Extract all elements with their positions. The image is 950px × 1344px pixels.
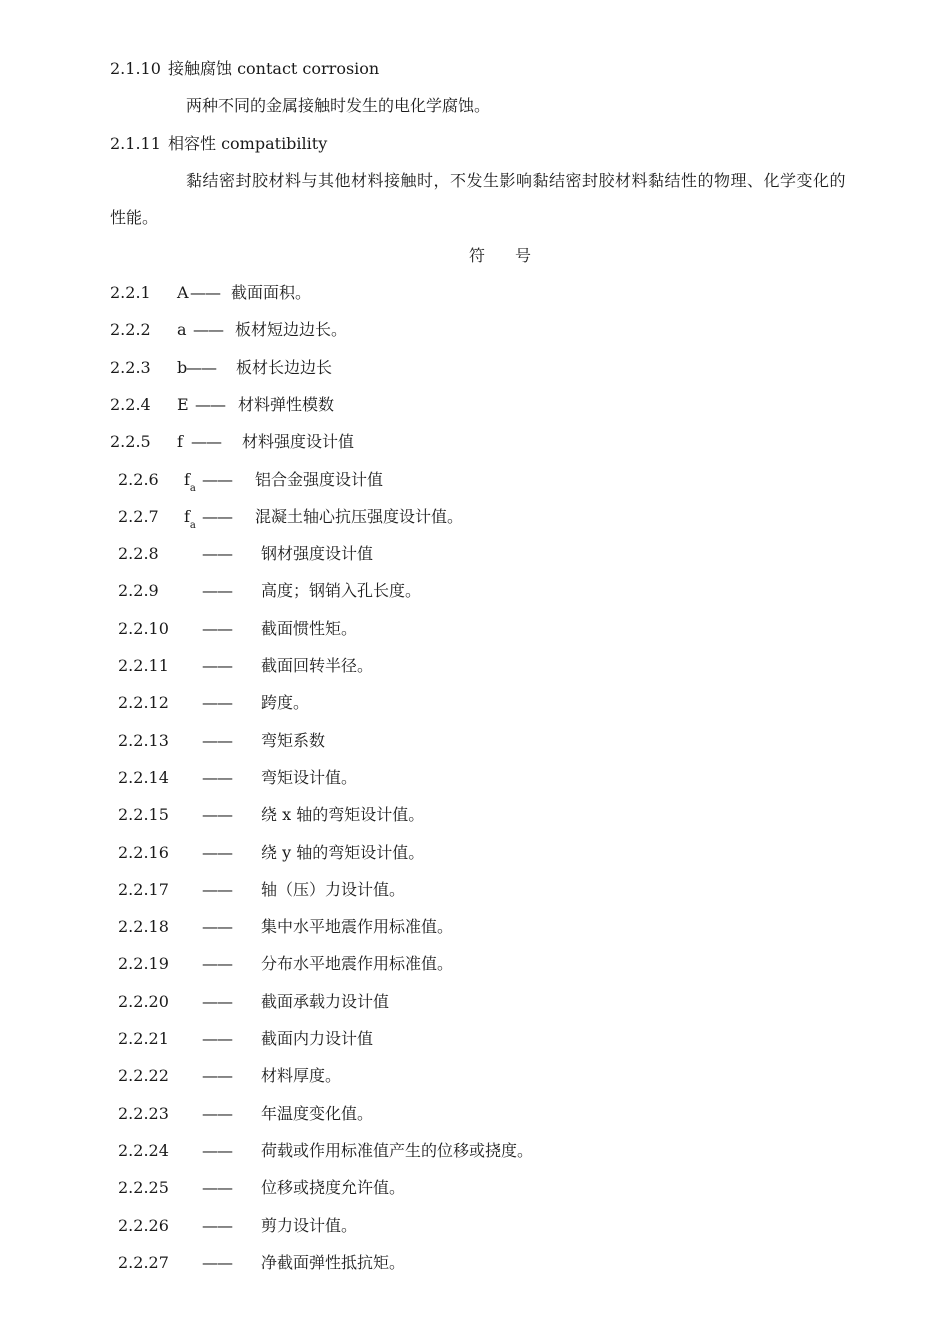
term-definition-continued: 性能。: [110, 208, 159, 227]
symbol-description: 材料厚度。: [261, 1066, 342, 1085]
symbol-description: 截面回转半径。: [261, 656, 374, 675]
symbol-number: 2.2.24: [118, 1141, 169, 1160]
symbol-number: 2.2.8: [118, 544, 159, 563]
symbol-number: 2.2.19: [118, 954, 169, 973]
symbol-letter: [177, 320, 187, 340]
dash-separator: ——: [202, 1178, 232, 1197]
term-title: 接触腐蚀 contact corrosion: [168, 59, 380, 78]
symbol-description: 截面惯性矩。: [261, 619, 358, 638]
dash-separator: ——: [202, 693, 232, 712]
symbol-number: 2.2.1: [110, 283, 151, 302]
symbol-description: 截面承载力设计值: [261, 992, 390, 1011]
dash-separator: ——: [202, 619, 232, 638]
symbol-description: 位移或挠度允许值。: [261, 1178, 406, 1197]
dash-separator: ——: [202, 880, 232, 899]
dash-separator: ——: [202, 1029, 232, 1048]
symbol-number: 2.2.21: [118, 1029, 169, 1048]
dash-separator: ——: [202, 843, 232, 862]
symbol-description: 材料弹性模数: [238, 395, 335, 414]
symbol-base: a: [177, 320, 187, 339]
symbol-number: 2.2.4: [110, 395, 151, 414]
symbol-number: 2.2.5: [110, 432, 151, 451]
symbol-base: f: [177, 432, 183, 451]
symbol-description: 铝合金强度设计值: [255, 470, 384, 489]
symbol-number: 2.2.23: [118, 1104, 169, 1123]
symbol-base: E: [177, 395, 189, 414]
symbol-description: 截面内力设计值: [261, 1029, 374, 1048]
symbol-description: 轴（压）力设计值。: [261, 880, 406, 899]
symbol-description: 年温度变化值。: [261, 1104, 374, 1123]
symbol-base: b: [177, 358, 188, 377]
symbol-description: 绕 x 轴的弯矩设计值。: [261, 805, 425, 824]
dash-separator: ——: [191, 432, 221, 451]
term-number: 2.1.10: [110, 59, 161, 78]
dash-separator: ——: [202, 1253, 232, 1272]
symbol-number: 2.2.2: [110, 320, 151, 339]
symbol-letter: [177, 283, 189, 303]
symbol-description: 弯矩系数: [261, 731, 326, 750]
symbol-description: 跨度。: [261, 693, 310, 712]
term-heading: [110, 134, 327, 154]
symbol-number: 2.2.6: [118, 470, 159, 489]
symbol-number: 2.2.14: [118, 768, 169, 787]
symbol-description: 截面面积。: [231, 283, 312, 302]
symbol-number: 2.2.26: [118, 1216, 169, 1235]
symbol-description: 集中水平地震作用标准值。: [261, 917, 454, 936]
symbol-number: 2.2.9: [118, 581, 159, 600]
symbol-description: 板材长边边长: [236, 358, 333, 377]
symbol-letter: [177, 432, 183, 452]
symbol-number: 2.2.15: [118, 805, 169, 824]
dash-separator: ——: [202, 1104, 232, 1123]
dash-separator: ——: [202, 954, 232, 973]
symbol-base: A: [177, 283, 189, 302]
symbol-description: 材料强度设计值: [242, 432, 355, 451]
symbol-letter: [177, 395, 189, 415]
dash-separator: ——: [202, 768, 232, 787]
symbol-number: 2.2.18: [118, 917, 169, 936]
dash-separator: ——: [186, 358, 216, 377]
term-definition: 两种不同的金属接触时发生的电化学腐蚀。: [186, 96, 491, 115]
dash-separator: ——: [202, 917, 232, 936]
symbol-number: 2.2.7: [118, 507, 159, 526]
symbol-number: 2.2.11: [118, 656, 169, 675]
term-heading: [110, 59, 379, 79]
symbol-number: 2.2.10: [118, 619, 169, 638]
symbol-subscript: a: [189, 520, 196, 532]
symbol-base: f: [184, 507, 190, 526]
symbol-description: 净截面弹性抵抗矩。: [261, 1253, 406, 1272]
dash-separator: ——: [195, 395, 225, 414]
dash-separator: ——: [202, 470, 232, 489]
symbol-subscript: a: [189, 483, 196, 495]
symbol-letter: [184, 470, 196, 497]
dash-separator: ——: [190, 283, 220, 302]
symbol-letter: [184, 507, 196, 534]
dash-separator: ——: [202, 1216, 232, 1235]
dash-separator: ——: [202, 731, 232, 750]
symbol-number: 2.2.13: [118, 731, 169, 750]
symbol-description: 弯矩设计值。: [261, 768, 358, 787]
dash-separator: ——: [202, 992, 232, 1011]
symbol-number: 2.2.22: [118, 1066, 169, 1085]
dash-separator: ——: [202, 507, 232, 526]
dash-separator: ——: [193, 320, 223, 339]
symbol-description: 绕 y 轴的弯矩设计值。: [261, 843, 425, 862]
symbol-number: 2.2.3: [110, 358, 151, 377]
symbol-number: 2.2.25: [118, 1178, 169, 1197]
dash-separator: ——: [202, 544, 232, 563]
symbol-description: 钢材强度设计值: [261, 544, 374, 563]
symbol-description: 板材短边边长。: [235, 320, 348, 339]
symbol-number: 2.2.20: [118, 992, 169, 1011]
symbol-description: 分布水平地震作用标准值。: [261, 954, 454, 973]
dash-separator: ——: [202, 1141, 232, 1160]
term-title: 相容性 compatibility: [168, 134, 328, 153]
dash-separator: ——: [202, 1066, 232, 1085]
symbol-number: 2.2.12: [118, 693, 169, 712]
symbol-description: 高度；钢销入孔长度。: [261, 581, 422, 600]
symbol-description: 剪力设计值。: [261, 1216, 358, 1235]
symbol-number: 2.2.17: [118, 880, 169, 899]
symbol-description: 混凝土轴心抗压强度设计值。: [255, 507, 464, 526]
term-definition: 黏结密封胶材料与其他材料接触时，不发生影响黏结密封胶材料黏结性的物理、化学变化的: [186, 171, 847, 190]
term-number: 2.1.11: [110, 134, 161, 153]
dash-separator: ——: [202, 805, 232, 824]
symbol-number: 2.2.16: [118, 843, 169, 862]
symbol-number: 2.2.27: [118, 1253, 169, 1272]
symbol-description: 荷载或作用标准值产生的位移或挠度。: [261, 1141, 534, 1160]
section-title: 符号: [468, 246, 561, 265]
symbol-base: f: [184, 470, 190, 489]
dash-separator: ——: [202, 656, 232, 675]
dash-separator: ——: [202, 581, 232, 600]
